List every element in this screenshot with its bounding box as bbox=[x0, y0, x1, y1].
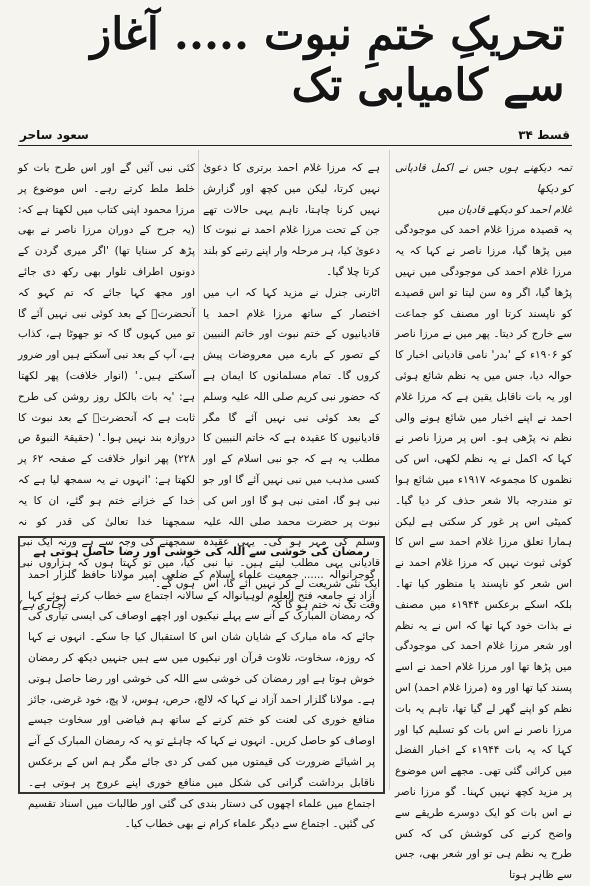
body-text-left: کئی نبی آئیں گے اور اس طرح بات کو خلط ملط کرتے رہے۔ اس موضوع پر مرزا محمود اپنی کتاب میں لکھتا ہے کہ: (یہ جرح کے دوران مرزا ناصر نے بھی پڑھ کر سنایا تھا) 'اگر میری گردن کے دونوں اطراف تلوار بھی رکھ دی جائے اور مجھ کہا جائے کہ تم کہو کہ آنحضرتؐ کے بعد کوئی نبی نہیں آئے گا تو میں کہوں گا کہ تو جھوٹا ہے، کذاب ہے، آپ کے بعد نبی آسکتے ہیں اور ضرور آسکتے ہیں۔' (انوار خلافت) پھر لکھتا ہے: 'یہ بات بالکل روز روشن کی طرح ثابت ہے کہ آنحضرتؐ کے بعد نبوت کا دروازہ بند نہیں ہوا۔' (حقیقۃ النبوۃ ص ۲۲۸) پھر انوار خلافت کے صفحہ ۶۲ پر لکھتا ہے: 'انہوں نے یہ سمجھ لیا ہے کہ خدا کے خزانے ختم ہو گئے، ان کا یہ سمجھنا خدا تعالیٰ کی قدر کو نہ سمجھنے کی وجہ سے ہے ورنہ ایک نبی کیا، میں تو کہتا ہوں کہ ہزاروں نبی ہوں گے۔' bbox=[18, 162, 195, 590]
poem-line-1: تمہ دیکھنے ہوں جس نے اکمل قادیانی کو دیکھا bbox=[395, 162, 572, 195]
column-middle bbox=[203, 158, 380, 611]
news-box bbox=[18, 536, 385, 831]
poem-line-2: غلام احمد کو دیکھے قادیان میں bbox=[437, 203, 572, 216]
header-rule bbox=[18, 145, 572, 146]
body-text-right: یہ قصیدہ مرزا غلام احمد کی موجودگی میں پڑھا گیا، مرزا ناصر نے کہا کہ یہ مرزا غلام احمد کی موجودگی میں نہیں پڑھا گیا، اگر وہ سن لیتا تو اس قصیدے کو ناپسند کرتا اور مصنف کو جماعت سے خارج کر دیتا۔ پھر میں نے مرزا ناصر کو ۱۹۰۶ء کے 'بدر' نامی قادیانی اخبار کا حوالہ دیا، جس میں یہ نظم شائع ہوئی اور یہ بات ناقابل یقین ہے کہ مرزا غلام احمد نے اپنے اخبار میں شائع ہونے والی نظم نہ پڑھی ہو۔ اس پر مرزا ناصر نے کہا کہ اکمل نے یہ نظم لکھی، اس کی نظموں کا مجموعہ ۱۹۱۷ء میں شائع ہوا تو مندرجہ بالا شعر حذف کر دیا گیا۔ کمیٹی اس پر غور کر سکتی ہے لیکن ہمارا تعلق مرزا غلام احمد سے اس کا کوئی ثبوت نہیں کہ مرزا غلام احمد نے اس شعر کو ناپسند یا منظور کیا تھا۔ بلکہ اسکے برعکس ۱۹۴۴ء میں مصنف نے بذات خود کہا تھا کہ اس نے یہ نظم اور شعر مرزا غلام احمد کی موجودگی میں پڑھا تھا اور مرزا غلام احمد نے اسے پسند کیا تھا اور وہ (مرزا غلام احمد) اس نظم کو اپنے گھر لے گیا تھا، تاہم یہ بات مرزا ناصر نے اس بات کو تسلیم کیا اور کہا کہ یہ بات ۱۹۴۴ء کے اخبار الفضل میں کرائی گئی تھی۔ مجھے اس موضوع پر مزید کچھ نہیں کہنا۔ گو مرزا ناصر نے اس بات کو ایک دوسرے طریقے سے واضح کرنے کی کوشش کی کہ کس طرح یہ نظم ہی تو اور شعر بھی، جس سے ظاہر ہوتا bbox=[395, 224, 572, 882]
news-box-heading: رمضان کی خوشی سے اللہ کی خوشی اور رضا حاصل ہوتی ہے bbox=[33, 545, 370, 558]
author-name: سعود ساحر bbox=[20, 128, 89, 142]
column-divider-1 bbox=[389, 150, 390, 790]
headline: تحریکِ ختمِ نبوت ..... آغاز سے کامیابی تک bbox=[90, 9, 565, 111]
installment-label: قسط ۳۴ bbox=[518, 128, 570, 142]
news-box-text: گوجرانوالہ ...... جمعیت علماء اسلام کے ضلعی امیر مولانا حافظ گلزار احمد آزاد نے جامعہ فتح العلوم لوہیانوالہ کے سالانہ اجتماع سے خطاب کرتے ہوئے کہا کہ رمضان المبارک کے آنے سے پہلے نیکیوں اور اچھے اوصاف کی ایسی تیاری کی جائے کہ ماہ مبارک کے شایان شان اس کا استقبال کیا جا سکے۔ انہوں نے کہا کہ روزہ، سخاوت، تلاوت قرآن اور نیکیوں میں سے ہیں جنہیں دیکھ کر رمضان خوش ہوتا ہے اور رمضان کی خوشی سے اللہ کی خوشی اور رضا حاصل ہوتی ہے۔ مولانا گلزار احمد آزاد نے کہا کہ لالچ، حرص، ہوس، لا پچ، خود غرضی، جائز منافع خوری کی لعنت کو ختم کرنے کے ساتھ ہم فیاضی اور سخاوت جیسے اوصاف کو حاصل کریں۔ انہوں نے کہا کہ چاہئے تو یہ کہ رمضان المبارک کے آنے پر اشیائے ضرورت کی قیمتوں میں کمی کر دی جائے مگر ہم اس کے برعکس ناقابل برداشت گرانی کی شکل میں منافع خوری اپنے عروج پر ہوتی ہے۔ اجتماع میں علماء اچھوں کی دستار بندی کی گئی اور طالبات میں اسناد تقسیم کی گئیں۔ اجتماع سے دیگر علماء کرام نے بھی خطاب کیا۔ bbox=[27, 568, 375, 831]
body-text-mid-1: ہے کہ مرزا غلام احمد برتری کا دعویٰ نہیں کرتا، لیکن میں کچھ اور گزارش نہیں کرنا چاہتا، تاہم یہی حالات تھے جن کے تحت مرزا غلام احمد نے نبوت کا دعویٰ کیا، ہر مرحلہ وار اپنے رتبے کو بلند کرتا چلا گیا۔ bbox=[203, 162, 380, 278]
column-left bbox=[18, 158, 195, 611]
continued-label: (جاری ہے) bbox=[18, 598, 67, 611]
column-divider-2 bbox=[198, 150, 199, 510]
column-right bbox=[395, 158, 572, 882]
body-text-mid-2: اٹارنی جنرل نے مزید کہا کہ اب میں اختصار کے ساتھ مرزا غلام احمد یا قادیانیوں کے ختم نبوت اور خاتم النبیین کے تصور کے بارے میں معروضات پیش کروں گا۔ تمام مسلمانوں کا ایمان ہے کہ حضور نبی کریم صلی اللہ علیہ وسلم کے بعد کوئی نبی نہیں آئے گا مگر قادیانیوں کا عقیدہ ہے کہ خاتم النبیین کا مطلب یہ ہے کہ جو نبی اسلام کے اور کسی مذہب میں نبی نہیں آئے گا اور جو نبی ہو گا، امتی نبی ہو گا اور اس کی نبوت پر حضرت محمد صلی اللہ علیہ وسلم کی مہر ہو گی۔ یہی عقیدہ قادیانی یہی مطلب لیتے ہیں۔ نیا نبی ایک نئی شریعت لے کر نہیں آئے گا، اس وقت تک نہ ختم ہو گا کہ bbox=[203, 286, 380, 611]
